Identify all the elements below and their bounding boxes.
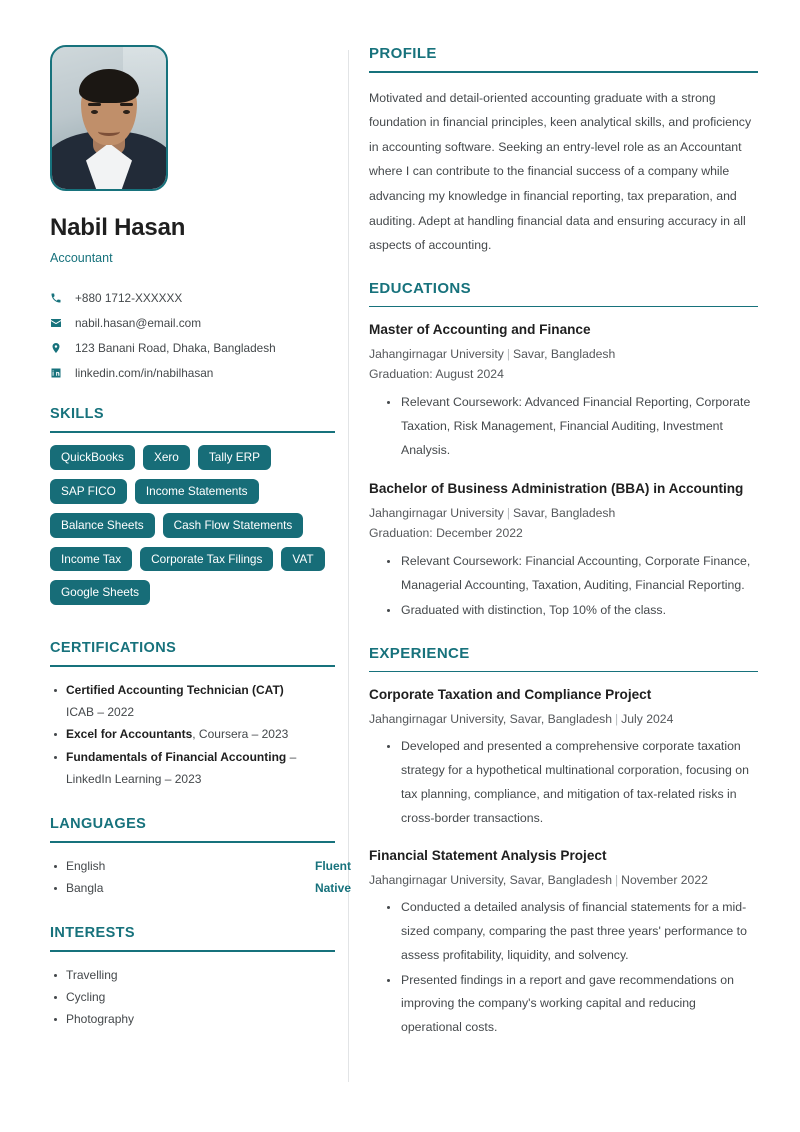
interests-list — [50, 964, 340, 1031]
certification-detail: , Coursera – 2023 — [192, 727, 289, 742]
certification-detail: – — [286, 749, 297, 764]
interests-rule — [50, 950, 335, 952]
education-institution-line — [369, 344, 758, 365]
experience-meta — [369, 870, 758, 891]
education-degree: Master of Accounting and Finance — [369, 322, 591, 338]
list-item: Relevant Coursework: Advanced Financial Reporting, Corporate Taxation, Risk Management, Financial Auditing, Investment Analysis. — [387, 391, 758, 463]
email-icon — [50, 317, 68, 329]
skill-tag[interactable]: Tally ERP — [198, 445, 271, 470]
experience-entry — [369, 846, 758, 1040]
contact-address-value: 123 Banani Road, Dhaka, Bangladesh — [75, 341, 276, 355]
meta-separator: | — [615, 872, 619, 887]
skill-tag[interactable]: Cash Flow Statements — [163, 513, 304, 538]
skill-tag[interactable]: SAP FICO — [50, 479, 127, 504]
education-bullets — [369, 391, 758, 463]
education-location: Savar, Bangladesh — [512, 346, 616, 361]
profile-text: Motivated and detail-oriented accounting graduate with a strong foundation in financial principles, keen analytical skills, and proficiency in accounting software. Seeking an entry-level role as an Accountant where I can contribute to the financial success of a company while advancing my knowledge in financial reporting, tax preparation, and auditing. Adept at handling financial data and ensuring accuracy in all aspects of accounting. — [369, 90, 752, 253]
meta-separator: | — [506, 505, 510, 520]
certification-name: Certified Accounting Technician (CAT) — [66, 683, 284, 698]
languages-heading: LANGUAGES — [50, 815, 147, 832]
contact-linkedin[interactable] — [50, 366, 348, 380]
list-item: Conducted a detailed analysis of financial statements for a mid-sized company, comparing the past three years' performance to assess profitability, liquidity, and solvency. — [387, 896, 758, 968]
skill-tag[interactable]: Xero — [143, 445, 190, 470]
skill-tag[interactable]: QuickBooks — [50, 445, 135, 470]
language-level: Native — [314, 880, 351, 895]
contact-phone-value: +880 1712-XXXXXX — [75, 291, 183, 305]
experience-meta — [369, 709, 758, 730]
experience-date: November 2022 — [621, 872, 708, 887]
experience-date: July 2024 — [621, 711, 674, 726]
skills-heading: SKILLS — [50, 406, 104, 422]
education-entry — [369, 479, 758, 623]
experience-org: Jahangirnagar University, Savar, Bangladesh — [369, 872, 612, 887]
experience-org: Jahangirnagar University, Savar, Bangladesh — [369, 711, 612, 726]
list-item: Relevant Coursework: Financial Accounting, Corporate Finance, Managerial Accounting, Taxation, Auditing, Financial Reporting. — [387, 550, 758, 598]
experience-entry — [369, 685, 758, 830]
list-item: Travelling — [50, 964, 340, 986]
education-graduation: Graduation: August 2024 — [369, 367, 504, 382]
educations-heading: EDUCATIONS — [369, 279, 472, 297]
list-item — [50, 746, 340, 790]
skill-tag[interactable]: VAT — [281, 547, 324, 572]
contact-linkedin-value: linkedin.com/in/nabilhasan — [75, 366, 214, 380]
experience-heading: EXPERIENCE — [369, 644, 470, 662]
linkedin-icon — [50, 367, 68, 379]
section-certifications — [50, 640, 348, 790]
contact-email[interactable] — [50, 316, 348, 330]
certification-name: Fundamentals of Financial Accounting — [66, 749, 287, 764]
list-item: Cycling — [50, 986, 340, 1008]
skill-tag[interactable]: Google Sheets — [50, 580, 150, 605]
list-item: Developed and presented a comprehensive corporate taxation strategy for a hypothetical multinational corporation, focusing on tax planning, compliance, and mitigation of tax-related risks in cross-border transactions. — [387, 735, 758, 831]
candidate-name: Nabil Hasan — [50, 214, 186, 241]
certification-subline: LinkedIn Learning – 2023 — [66, 771, 202, 786]
languages-rule — [50, 841, 335, 843]
profile-rule — [369, 71, 758, 73]
list-item — [50, 855, 351, 877]
section-profile — [369, 45, 758, 258]
list-item: Graduated with distinction, Top 10% of the class. — [387, 599, 758, 623]
experience-rule — [369, 671, 758, 673]
contact-phone[interactable] — [50, 291, 348, 305]
list-item: Presented findings in a report and gave recommendations on improving the company's working capital and reducing operational costs. — [387, 969, 758, 1041]
contact-list — [50, 291, 348, 380]
education-entry — [369, 320, 758, 463]
certifications-rule — [50, 665, 335, 667]
location-pin-icon — [50, 342, 68, 354]
skill-tag[interactable]: Income Statements — [135, 479, 259, 504]
language-name: Bangla — [66, 880, 104, 895]
column-divider — [348, 50, 349, 1082]
experience-bullets — [369, 735, 758, 831]
language-level: Fluent — [315, 858, 351, 873]
meta-separator: | — [615, 711, 619, 726]
skill-tag[interactable]: Corporate Tax Filings — [140, 547, 273, 572]
skills-rule — [50, 431, 335, 433]
right-column — [348, 0, 800, 1132]
list-item — [50, 679, 340, 723]
meta-separator: | — [506, 346, 510, 361]
education-institution: Jahangirnagar University — [369, 346, 504, 361]
interests-heading: INTERESTS — [50, 924, 135, 941]
certifications-heading: CERTIFICATIONS — [50, 640, 177, 657]
skills-tag-list — [50, 445, 340, 615]
section-interests — [50, 925, 348, 1030]
section-experience — [369, 645, 758, 1041]
left-column — [0, 0, 351, 1132]
certification-name: Excel for Accountants — [66, 727, 193, 742]
experience-title: Financial Statement Analysis Project — [369, 848, 607, 864]
education-institution: Jahangirnagar University — [369, 505, 504, 520]
section-skills — [50, 406, 348, 614]
educations-rule — [369, 306, 758, 308]
avatar — [50, 45, 168, 191]
candidate-job-title: Accountant — [50, 251, 113, 265]
section-educations — [369, 280, 758, 623]
languages-list — [50, 855, 351, 899]
education-location: Savar, Bangladesh — [512, 505, 616, 520]
list-item: Photography — [50, 1008, 340, 1030]
education-bullets — [369, 550, 758, 623]
education-degree: Bachelor of Business Administration (BBA) in Accounting — [369, 481, 744, 497]
list-item — [50, 877, 351, 899]
skill-tag[interactable]: Balance Sheets — [50, 513, 155, 538]
avatar-image — [52, 47, 166, 189]
education-institution-line — [369, 503, 758, 524]
contact-address[interactable] — [50, 341, 348, 355]
certifications-list — [50, 679, 340, 790]
education-graduation: Graduation: December 2022 — [369, 526, 523, 541]
language-name: English — [66, 858, 106, 873]
experience-bullets — [369, 896, 758, 1041]
section-languages — [50, 815, 351, 899]
certification-subline: ICAB – 2022 — [66, 705, 135, 720]
skill-tag[interactable]: Income Tax — [50, 547, 132, 572]
contact-email-value: nabil.hasan@email.com — [75, 316, 202, 330]
phone-icon — [50, 292, 68, 304]
profile-heading: PROFILE — [369, 45, 437, 62]
list-item — [50, 723, 340, 745]
experience-title: Corporate Taxation and Compliance Project — [369, 687, 652, 703]
